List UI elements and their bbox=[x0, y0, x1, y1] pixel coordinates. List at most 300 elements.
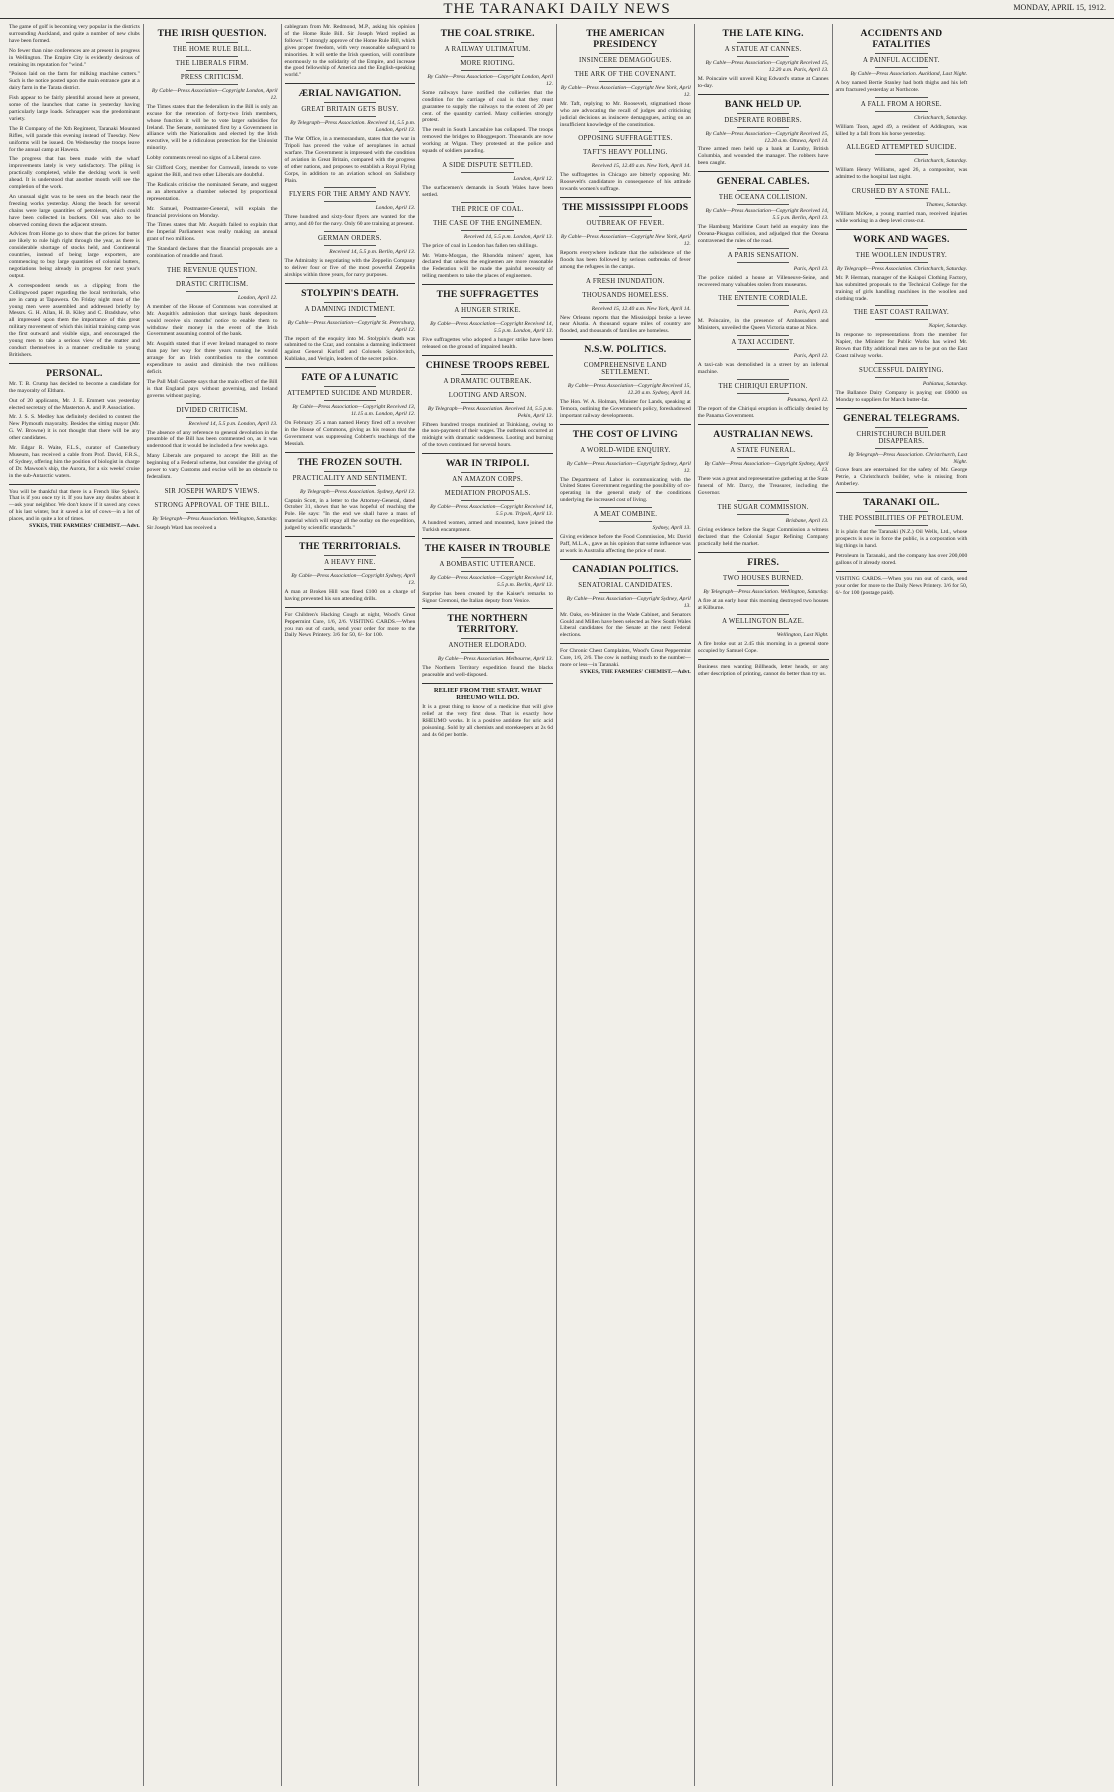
article-section bbox=[836, 413, 968, 489]
section-rule bbox=[698, 659, 829, 660]
article-subhead: A SIDE DISPUTE SETTLED. bbox=[442, 161, 533, 169]
article-headline: GENERAL CABLES. bbox=[716, 176, 810, 188]
article-subhead: THE OCEANA COLLISION. bbox=[718, 194, 808, 202]
article-paragraph: A hundred women, armed and mounted, have joined the Turkish encampment. bbox=[422, 520, 553, 533]
article-paragraph: The Ballance Dairy Company is paying out £6000 on Monday to suppliers for March butter-fat. bbox=[835, 389, 968, 403]
section-rule bbox=[285, 536, 416, 537]
article-dateline: By Cable—Press Association—Copyright Sydney, April 13. bbox=[704, 460, 829, 474]
article-section bbox=[560, 564, 691, 639]
rule-divider bbox=[737, 349, 789, 350]
article-paragraph: Captain Scott, in a letter to the Attorney-General, dated October 31, shows that he was hopeful of reaching the Pole. He says: "In the end we shall have a mass of material which will repay all the outlay on the expedition, judged by scientific standards." bbox=[284, 497, 416, 532]
article-paragraph: William Henry Williams, aged 26, a compositor, was admitted to the hospital last night. bbox=[835, 167, 968, 181]
article-paragraph: Advices from Home go to show that the prices for butter are likely to rule high right through the year, as there is considerable shortage of stocks held, and Continental countries, instead of being large exporters, are commencing to buy large quantities of colonial butters, negotiations being already in progress for next year's output. bbox=[9, 231, 140, 279]
article-dateline: By Cable—Press Association—Copyright London, April 12. bbox=[151, 88, 278, 101]
article-paragraph: A taxi-cab was demolished in a street by an infernal machine. bbox=[697, 362, 829, 375]
article-dateline: Pahiatua, Saturday. bbox=[922, 380, 968, 387]
article-dateline: By Telegraph—Press Association. Received 14, 5.5 p.m. Pekin, April 13. bbox=[427, 405, 553, 419]
article-subhead: A HEAVY FINE. bbox=[324, 559, 376, 567]
article-paragraph: William McKee, a young married man, received injuries while working in a deep level cross-cut. bbox=[835, 211, 968, 224]
rule-divider bbox=[737, 190, 789, 191]
article-subhead: SENATORIAL CANDIDATES. bbox=[578, 581, 673, 589]
section-rule bbox=[285, 367, 416, 368]
article-section bbox=[285, 541, 416, 603]
article-dateline: Thames, Saturday. bbox=[925, 202, 968, 209]
rule-divider bbox=[461, 202, 513, 203]
article-dateline: Christchurch, Saturday. bbox=[914, 158, 968, 165]
rule-divider bbox=[324, 102, 376, 103]
rule-divider bbox=[324, 231, 376, 232]
article-paragraph: No fewer than nine conferences are at present in progress in Wellington. The Empire City is evidently desirous of retaining its reputation for "wind." bbox=[9, 47, 140, 68]
article-paragraph: cablegram from Mr. Redmond, M.P., asking his opinion of the Home Rule Bill. Sir Joseph Ward replied as follows: "I strongly approve of the Home Rule Bill, which gives proper freedom, with very reasonable safeguard to minorities. It will settle the Irish question, will contribute enormously to the solidarity of the Empire, and increase the good fellowship of America and the English-speaking world." bbox=[284, 24, 416, 79]
rule-divider bbox=[737, 127, 789, 128]
article-dateline: Napier, Saturday. bbox=[928, 323, 968, 330]
article-section bbox=[560, 507, 691, 555]
article-paragraph: Out of 20 applicants, Mr. J. E. Emmett was yesterday elected secretary of the Masterton A. and P. Association. bbox=[9, 397, 140, 411]
article-subhead: CHRISTCHURCH BUILDER DISAPPEARS. bbox=[856, 430, 947, 445]
article-subhead: TWO HOUSES BURNED. bbox=[722, 574, 804, 582]
article-paragraph: Five suffragettes who adopted a hunger strike have been released on the ground of impaired health. bbox=[422, 336, 553, 350]
article-paragraph: Mr. P. Herman, manager of the Kaiapoi Clothing Factory, has submitted proposals to the Technical College for the training of girls handling machines in the woollen and clothing trade. bbox=[835, 274, 968, 302]
article-paragraph: New Orleans reports that the Mississippi broke a levee near Alsatia. A thousand square miles of country are flooded, and thousands of families are homeless. bbox=[560, 314, 691, 335]
article-dateline: By Cable—Press Association—Copyright Received 15, 12.20 a.m. Sydney, April 14. bbox=[567, 383, 691, 397]
article-paragraph: Surprise has been created by the Kaiser's remarks to Signor Cremoni, the Italian deputy from Venice. bbox=[422, 590, 553, 604]
article-paragraph: The police raided a house at Villeneuve-Seine, and recovered many valuables stolen from museums. bbox=[697, 274, 829, 288]
rule-divider bbox=[461, 388, 513, 389]
section-rule bbox=[560, 424, 691, 425]
article-subhead: THE LIBERALS FIRM. bbox=[175, 60, 249, 67]
ad-signature: SYKES, THE FARMERS' CHEMIST.—Advt. bbox=[29, 523, 140, 530]
article-section bbox=[836, 363, 968, 404]
section-rule bbox=[422, 355, 553, 356]
rule-divider bbox=[737, 585, 789, 586]
rule-divider bbox=[875, 248, 928, 249]
article-subhead: A PARIS SENSATION. bbox=[727, 251, 799, 259]
ad-text: For Children's Hacking Cough at night, Wood's Great Peppermint Cure, 1/6, 2/6. VISITING CARDS.—When you run out of cards, send your order for more to the Daily News Printery. 3/6 for 50, 6/- for 100. bbox=[284, 611, 416, 639]
article-dateline: Received 15, 12.40 a.m. New York, April 14. bbox=[591, 305, 691, 312]
section-rule bbox=[285, 452, 416, 453]
article-section bbox=[698, 379, 829, 420]
article-dateline: Paris, April 12. bbox=[793, 353, 829, 360]
article-paragraph: The price of coal in London has fallen ten shillings. bbox=[422, 242, 538, 249]
article-headline: FATE OF A LUNATIC bbox=[301, 372, 399, 384]
article-subhead: DIVIDED CRITICISM. bbox=[176, 406, 248, 414]
article-section bbox=[422, 158, 553, 199]
rule-divider bbox=[599, 457, 651, 458]
article-section bbox=[9, 24, 140, 359]
rule-divider bbox=[186, 277, 238, 278]
rule-divider bbox=[599, 230, 651, 231]
article-section bbox=[285, 372, 416, 447]
article-dateline: By Cable—Press Association. Auckland, Last Night. bbox=[850, 71, 968, 77]
article-paragraph: It is plain that the Taranaki (N.Z.) Oil Wells, Ltd., whose prospects is now in force the public, is a corporation with big things in hand. bbox=[835, 529, 968, 549]
section-rule bbox=[698, 424, 829, 425]
rule-divider bbox=[875, 305, 928, 306]
rule-divider bbox=[324, 245, 376, 246]
article-dateline: Paris, April 13. bbox=[793, 309, 829, 316]
article-section bbox=[422, 360, 553, 449]
rule-divider bbox=[599, 67, 651, 68]
article-paragraph: The Times states that the federalism in the Bill is only an excuse for the retention of forty-two Irish members, whose function it will be to vote larger subsidies for Ireland. The Senate, nominated first by a Government in alliance with the Nationalists and elected by the Irish executive, will be a ridiculous protection for the Unionist minority. bbox=[146, 103, 278, 152]
article-subhead: A PAINFUL ACCIDENT. bbox=[863, 57, 940, 64]
rule-divider bbox=[461, 317, 513, 318]
article-paragraph: Many Liberals are prepared to accept the Bill as the beginning of a Federal scheme, but consider the giving of power to vary Customs and excise will be an obstacle to federalism. bbox=[146, 453, 278, 480]
article-dateline: Received 15, 12.40 a.m. New York, April 14. bbox=[591, 163, 691, 170]
rule-divider bbox=[461, 652, 513, 653]
article-headline: GENERAL TELEGRAMS. bbox=[843, 412, 960, 424]
rule-divider bbox=[737, 514, 789, 515]
rule-divider bbox=[186, 263, 238, 264]
rule-divider bbox=[599, 578, 651, 579]
rule-divider bbox=[186, 484, 238, 485]
article-section bbox=[698, 99, 829, 168]
advertisement bbox=[698, 664, 829, 678]
article-paragraph: The progress that has been made with the wharf improvements lately is very satisfactory. The piling is practically completed, while the decking work is well ahead. It is understood that another month will see the completion of the work. bbox=[9, 156, 140, 191]
rule-divider bbox=[875, 53, 928, 54]
article-headline: ACCIDENTS AND FATALITIES bbox=[860, 28, 943, 50]
article-dateline: By Telegraph—Press Association. Wellington, Saturday. bbox=[703, 588, 829, 595]
article-section bbox=[422, 202, 553, 280]
article-section bbox=[698, 335, 829, 376]
article-headline: CANADIAN POLITICS. bbox=[572, 563, 679, 575]
advertisement bbox=[560, 648, 691, 676]
article-section bbox=[285, 88, 416, 184]
rule-divider bbox=[461, 557, 513, 558]
rule-divider bbox=[599, 131, 651, 132]
article-headline: ÆRIAL NAVIGATION. bbox=[298, 88, 402, 100]
article-section bbox=[836, 184, 968, 225]
ad-text: VISITING CARDS.—When you run out of cards, send your order for more to the Daily News Printery. 3/6 for 50, 6/- for 100 (postage paid). bbox=[835, 575, 968, 596]
rule-divider bbox=[737, 443, 789, 444]
article-subhead: LOOTING AND ARSON. bbox=[448, 391, 527, 399]
rule-divider bbox=[186, 291, 238, 292]
article-subhead: ANOTHER ELDORADO. bbox=[448, 642, 527, 650]
article-paragraph: Mr. Asquith stated that if ever Ireland managed to more than pay her way for three years running he would arrange for an Irish contribution to the common expenditure to assist and diminish the two millions deficit. bbox=[146, 341, 278, 375]
article-dateline: By Cable—Press Association—Copyright Received 13, 11.15 a.m. London, April 12. bbox=[292, 404, 416, 418]
article-dateline: London, April 12. bbox=[237, 294, 278, 301]
article-paragraph: An unusual sight was to be seen on the beach near the freezing works yesterday. Along the beach for several chains were large quantities of petroleum, which could have been collected in buckets. Oil was also to be observed coming down the adjacent stream. bbox=[9, 193, 140, 228]
article-headline: THE FROZEN SOUTH. bbox=[297, 456, 403, 468]
article-dateline: Received 14, 5.5 p.m. Berlin, April 13. bbox=[329, 249, 416, 256]
article-subhead: A DAMNING INDICTMENT. bbox=[304, 305, 396, 313]
article-subhead: A HUNGER STRIKE. bbox=[454, 307, 521, 315]
rule-divider bbox=[324, 569, 376, 570]
article-section bbox=[285, 288, 416, 363]
article-subhead: GREAT BRITAIN GETS BUSY. bbox=[301, 106, 399, 114]
rule-divider bbox=[461, 42, 513, 43]
article-dateline: By Cable—Press Association—Copyright Received 14, 5.5 p.m. Berlin, April 13. bbox=[430, 574, 553, 588]
article-subhead: ALLEGED ATTEMPTED SUICIDE. bbox=[846, 144, 957, 152]
article-dateline: By Cable—Press Association—Copyright Sydney, April 13. bbox=[291, 573, 416, 586]
article-headline: N.S.W. POLITICS. bbox=[584, 344, 667, 356]
article-section bbox=[147, 403, 278, 481]
article-dateline: By Cable—Press Association—Copyright New York, April 12. bbox=[560, 85, 691, 98]
article-dateline: Received 14, 5.5 p.m. London, April 13. bbox=[463, 233, 553, 240]
ad-text: It is a great thing to know of a medicine that will give relief at the very first dose. That is exactly how RHEUMO works. It is a positive antidote for uric acid poisoning. Sold by all chemists and storekeepers at 2s 6d and 4s 6d per bottle. bbox=[422, 703, 553, 738]
section-rule bbox=[422, 284, 553, 285]
rule-divider bbox=[186, 498, 238, 499]
article-subhead: AN AMAZON CORPS. bbox=[452, 476, 523, 484]
article-paragraph: M. Poincaire, in the presence of Ambassadors and Ministers, unveiled the Queen Victoria statue at Nice. bbox=[697, 318, 829, 332]
article-subhead: A WELLINGTON BLAZE. bbox=[722, 618, 805, 626]
article-section bbox=[698, 291, 829, 332]
article-section bbox=[560, 202, 691, 271]
article-section bbox=[698, 248, 829, 289]
rule-divider bbox=[737, 335, 789, 336]
article-paragraph: The B Company of the Xth Regiment, Taranaki Mounted Rifles, will parade this evening instead of Tuesday. New uniforms will be issued. On Wednesday the troops leave for the annual camp at Hawera. bbox=[9, 125, 140, 153]
rule-divider bbox=[461, 374, 513, 375]
rule-divider bbox=[875, 448, 928, 449]
article-dateline: Wellington, Last Night. bbox=[776, 632, 829, 639]
rule-divider bbox=[461, 571, 513, 572]
rule-divider bbox=[875, 111, 928, 112]
issue-date: MONDAY, APRIL 15, 1912. bbox=[1013, 3, 1106, 12]
article-section bbox=[560, 429, 691, 504]
article-paragraph: "Poison laid on the farm for milking machine cutters." Such is the notice posted upon the main entrance gate at a dairy farm in the Tarata district. bbox=[9, 71, 140, 92]
article-headline: AUSTRALIAN NEWS. bbox=[713, 428, 813, 440]
article-section bbox=[285, 187, 416, 228]
article-dateline: By Telegraph—Press Association. Wellington, Saturday. bbox=[152, 515, 278, 522]
rule-divider bbox=[186, 56, 238, 57]
column-3 bbox=[282, 24, 420, 1786]
article-subhead: THOUSANDS HOMELESS. bbox=[582, 291, 669, 299]
section-rule bbox=[9, 484, 140, 485]
article-paragraph: The result in South Lancashire has collapsed. The troops removed the bridges to Bhoggesport. Thousands are now working at Wigan. They protested at the police and squads of soldiers parading. bbox=[422, 127, 553, 155]
article-section bbox=[285, 231, 416, 279]
ad-text: You will be thankful that there is a French like Sykes's. That is if you once try it. If you have any doubts about it—ask your neighbor. We don't know if it saved any cows of his last winter, but it saved a lot of cows—in a lot of places, and in quite a lot of times. bbox=[9, 488, 140, 523]
article-paragraph: The Radicals criticise the nominated Senate, and suggest as an alternative a chamber selected by proportional representation. bbox=[146, 181, 278, 202]
article-subhead: MORE RIOTING. bbox=[460, 60, 516, 67]
article-dateline: By Cable—Press Association—Copyright St. Petersburg, April 12. bbox=[287, 319, 416, 333]
article-dateline: By Cable—Press Association—Copyright Sydney, April 12. bbox=[566, 460, 691, 474]
rule-divider bbox=[461, 638, 513, 639]
article-paragraph: On February 25 a man named Henry fired off a revolver in the House of Commons, giving as his reason that the Government was suppressing Cobbett's teachings of the Messiah. bbox=[284, 420, 416, 447]
rule-divider bbox=[599, 53, 651, 54]
article-headline: THE MISSISSIPPI FLOODS bbox=[562, 202, 689, 214]
article-dateline: Panama, April 12. bbox=[787, 396, 829, 403]
section-rule bbox=[285, 607, 416, 608]
article-subhead: THE REVENUE QUESTION. bbox=[166, 266, 258, 274]
article-dateline: By Cable—Press Association. Melbourne, April 13. bbox=[437, 656, 553, 663]
rule-divider bbox=[324, 400, 376, 401]
article-dateline: By Cable—Press Association—Copyright Sydney, April 13. bbox=[566, 595, 691, 609]
newspaper-title: THE TARANAKI DAILY NEWS bbox=[443, 1, 671, 17]
rule-divider bbox=[324, 485, 376, 486]
rule-divider bbox=[461, 472, 513, 473]
article-section bbox=[698, 28, 829, 90]
article-section bbox=[698, 614, 829, 655]
article-headline: THE SUFFRAGETTES bbox=[436, 289, 539, 301]
advertisement bbox=[9, 489, 140, 530]
article-section bbox=[422, 28, 553, 155]
article-subhead: A MEAT COMBINE. bbox=[593, 511, 658, 519]
section-rule bbox=[560, 643, 691, 644]
rule-divider bbox=[599, 216, 651, 217]
article-section bbox=[147, 263, 278, 400]
rule-divider bbox=[186, 403, 238, 404]
rule-divider bbox=[737, 571, 789, 572]
rule-divider bbox=[875, 319, 928, 320]
article-paragraph: In response to representations from the member for Napier, the Minister for Public Works has wired Mr. Brown that fifty additional men are to be put on the East Coast railway works. bbox=[835, 332, 968, 360]
article-section bbox=[560, 344, 691, 420]
article-subhead: A TAXI ACCIDENT. bbox=[731, 339, 795, 347]
section-rule bbox=[836, 492, 968, 493]
section-rule bbox=[560, 339, 691, 340]
article-subhead: THE CASE OF THE ENGINEMEN. bbox=[433, 219, 543, 227]
rule-divider bbox=[186, 417, 238, 418]
rule-divider bbox=[875, 154, 928, 155]
rule-divider bbox=[324, 201, 376, 202]
rule-divider bbox=[599, 379, 651, 380]
article-paragraph: The Standard declares that the financial proposals are a combination of muddle and fraud. bbox=[146, 246, 278, 260]
rule-divider bbox=[875, 198, 928, 199]
article-paragraph: A boy named Bertie Stanley had both thighs and his left arm fractured yesterday at Northcote. bbox=[835, 79, 968, 93]
article-subhead: A STATUE AT CANNES. bbox=[724, 46, 802, 53]
article-headline: FIRES. bbox=[747, 556, 780, 568]
article-paragraph: The report of the Chiriqui eruption is officially denied by the Panama Government. bbox=[697, 405, 829, 419]
article-section bbox=[560, 274, 691, 336]
section-rule bbox=[560, 559, 691, 560]
article-paragraph: M. Poincaire will unveil King Edward's statue at Cannes to-day. bbox=[697, 75, 829, 89]
ad-text: For Chronic Chest Complaints, Wood's Great Peppermint Cure, 1/6, 2/6. The cow is nothing much to the number—more or less—in Taranaki. bbox=[560, 648, 691, 669]
article-dateline: By Cable—Press Association—Copyright Received 14, 5.5 p.m. Tripoli, April 13. bbox=[430, 504, 553, 518]
article-headline: THE AMERICAN PRESIDENCY bbox=[586, 28, 665, 50]
article-section bbox=[560, 131, 691, 193]
section-rule bbox=[422, 538, 553, 539]
article-dateline: By Cable—Press Association—Copyright London, April 12. bbox=[427, 74, 553, 87]
article-section bbox=[698, 500, 829, 548]
article-dateline: By Cable—Press Association—Copyright Received 14, 5.5 p.m. London, April 13. bbox=[430, 321, 553, 335]
article-paragraph: Mr. T. B. Crump has decided to become a candidate for the mayoralty of Eltham. bbox=[9, 380, 140, 394]
article-headline: CHINESE TROOPS REBEL bbox=[425, 359, 550, 371]
article-subhead: THE ENTENTE CORDIALE. bbox=[718, 295, 808, 303]
rule-divider bbox=[599, 521, 651, 522]
article-headline: WAR IN TRIPOLI. bbox=[445, 458, 530, 470]
article-dateline: Received 14, 5.5 p.m. London, April 13. bbox=[188, 420, 278, 427]
column-2 bbox=[144, 24, 282, 1786]
rule-divider bbox=[461, 56, 513, 57]
rule-divider bbox=[461, 216, 513, 217]
article-section bbox=[836, 497, 968, 567]
section-rule bbox=[285, 283, 416, 284]
article-headline: THE IRISH QUESTION. bbox=[157, 28, 267, 39]
section-rule bbox=[9, 363, 140, 364]
rule-divider bbox=[875, 140, 928, 141]
article-subhead: THE EAST COAST RAILWAY. bbox=[853, 309, 950, 317]
article-dateline: Brisbane, April 13. bbox=[785, 518, 829, 525]
article-paragraph: A fire at an early hour this morning destroyed two houses at Kilburne. bbox=[697, 597, 829, 611]
article-headline: THE COST OF LIVING bbox=[572, 428, 678, 440]
article-paragraph: The Hon. W. A. Holman, Minister for Lands, speaking at Temora, outlining the Government's policy, foreshadowed important railway developments. bbox=[560, 399, 691, 419]
rule-divider bbox=[875, 525, 928, 526]
rule-divider bbox=[737, 204, 789, 205]
rule-divider bbox=[875, 363, 928, 364]
article-subhead: TAFT'S HEAVY POLLING. bbox=[583, 149, 668, 157]
article-paragraph: Giving evidence before the Food Commission, Mr. David Paff, M.L.A., gave as his opinion that some influence was at work in Australia affecting the price of meat. bbox=[560, 534, 691, 554]
ad-heading: RELIEF FROM THE START. WHAT RHEUMO WILL DO. bbox=[433, 687, 542, 702]
article-subhead: FLYERS FOR THE ARMY AND NAVY. bbox=[288, 191, 411, 199]
article-paragraph: The suffragettes in Chicago are bitterly opposing Mr. Roosevelt's candidature in consequence of his attitude towards women's suffrage. bbox=[560, 172, 691, 193]
article-paragraph: Three armed men held up a bank at Lumby, British Columbia, and wounded the manager. The robbers have been caught. bbox=[697, 146, 829, 167]
rule-divider bbox=[461, 158, 513, 159]
section-rule bbox=[422, 608, 553, 609]
article-section bbox=[147, 484, 278, 532]
article-paragraph: Mr. J. S. S. Medley has definitely decided to contest the New Plymouth mayoralty. Besides the sitting mayor (Mr. G. W. Browne) it is not thought that there will be any other candidates. bbox=[9, 414, 140, 442]
ad-signature: SYKES, THE FARMERS' CHEMIST.—Advt. bbox=[580, 668, 691, 675]
article-paragraph: The game of golf is becoming very popular in the districts surrounding Auckland, and quite a number of new clubs have been formed. bbox=[9, 24, 140, 44]
article-subhead: CRUSHED BY A STONE FALL. bbox=[851, 188, 951, 196]
column-7 bbox=[833, 24, 971, 1786]
article-paragraph: The absence of any reference to general devolution in the preamble of the Bill has been commented on, as it was understood that it would be included a few weeks ago. bbox=[146, 429, 278, 450]
article-subhead: THE PRICE OF COAL. bbox=[451, 205, 524, 213]
article-dateline: Paris, April 13. bbox=[793, 265, 829, 272]
article-subhead: INSINCERE DEMAGOGUES. bbox=[578, 57, 672, 64]
article-subhead: THE HOME RULE BILL. bbox=[172, 46, 252, 53]
article-subhead: THE POSSIBILITIES OF PETROLEUM. bbox=[838, 515, 964, 523]
article-paragraph: The War Office, in a memorandum, states that the war in Tripoli has proved the value of aeroplanes in actual warfare. The Government is impressed with the condition of aviation in Great Britain, compared with the progress of other nations, and proposes to establish a Royal Flying Corps, in addition to an aviation school on Salisbury Plain. bbox=[284, 136, 416, 184]
column-4 bbox=[419, 24, 557, 1786]
rule-divider bbox=[875, 184, 928, 185]
rule-divider bbox=[324, 471, 376, 472]
article-subhead: GERMAN ORDERS. bbox=[317, 235, 382, 243]
advertisement bbox=[285, 612, 416, 640]
rule-divider bbox=[461, 303, 513, 304]
article-subhead: ATTEMPTED SUICIDE AND MURDER. bbox=[287, 390, 413, 398]
article-paragraph: A fire broke out at 2.45 this morning in a general store occupied by Samuel Cope. bbox=[697, 641, 829, 655]
article-subhead: DRASTIC CRITICISM. bbox=[176, 280, 249, 288]
rule-divider bbox=[875, 262, 928, 263]
article-dateline: London, April 13. bbox=[375, 205, 416, 212]
rule-divider bbox=[599, 159, 651, 160]
rule-divider bbox=[599, 507, 651, 508]
article-headline: WORK AND WAGES. bbox=[853, 233, 950, 245]
column-5 bbox=[557, 24, 695, 1786]
rule-divider bbox=[737, 113, 789, 114]
rule-divider bbox=[186, 512, 238, 513]
article-dateline: By Telegraph—Press Association. Christchurch, Saturday. bbox=[836, 265, 968, 272]
article-paragraph: Sir Clifford Cory, member for Cornwall, intends to vote against the Bill, and two other Liberals are doubtful. bbox=[146, 165, 278, 178]
article-dateline: By Cable—Press Association—Copyright Received 15, 12.20 a.m. Ottawa, April 14. bbox=[705, 130, 829, 144]
rule-divider bbox=[461, 486, 513, 487]
article-section bbox=[560, 28, 691, 128]
article-paragraph: The Northern Territory expedition found the blacks peaceable and well-disposed. bbox=[422, 665, 553, 679]
article-paragraph: Three hundred and sixty-four flyers are wanted for the army, and 40 for the navy. Only 60 are training at present. bbox=[284, 214, 416, 228]
rule-divider bbox=[461, 500, 513, 501]
article-paragraph: Lobby comments reveal no signs of a Liberal cave. bbox=[146, 155, 262, 162]
article-dateline: By Telegraph—Press Association. Received 14, 5.5 p.m. London, April 13. bbox=[290, 120, 416, 134]
article-section bbox=[836, 234, 968, 303]
article-subhead: MEDIATION PROPOSALS. bbox=[444, 490, 531, 498]
article-dateline: By Telegraph—Press Association. Sydney, April 13. bbox=[299, 488, 416, 495]
rule-divider bbox=[599, 81, 651, 82]
article-dateline: By Cable—Press Association—Copyright New York, April 12. bbox=[560, 234, 691, 247]
rule-divider bbox=[324, 187, 376, 188]
article-paragraph: The surfacemen's demands in South Wales have been settled. bbox=[422, 184, 553, 198]
article-section bbox=[422, 458, 553, 534]
rule-divider bbox=[737, 379, 789, 380]
rule-divider bbox=[737, 393, 789, 394]
rule-divider bbox=[324, 386, 376, 387]
article-subhead: A STATE FUNERAL. bbox=[730, 446, 796, 454]
article-subhead: THE WOOLLEN INDUSTRY. bbox=[855, 251, 947, 259]
article-paragraph: The Hamburg Maritime Court held an enquiry into the Oceana-Pisagua collision, and adjudged that the Oceana contravened the rules of the road. bbox=[697, 223, 829, 244]
rule-divider bbox=[324, 555, 376, 556]
article-section bbox=[836, 305, 968, 360]
columns bbox=[6, 24, 1108, 1786]
article-subhead: A RAILWAY ULTIMATUM. bbox=[444, 46, 531, 53]
section-rule bbox=[422, 683, 553, 684]
article-subhead: A DRAMATIC OUTBREAK. bbox=[443, 377, 532, 385]
article-section bbox=[422, 289, 553, 351]
